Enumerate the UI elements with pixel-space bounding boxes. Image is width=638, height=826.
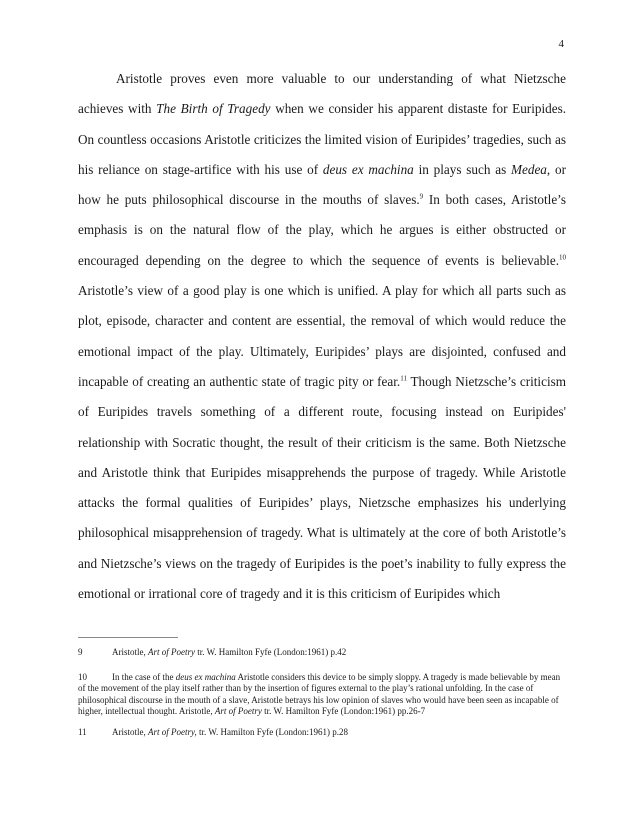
footnote-text: In the case of the bbox=[112, 671, 176, 682]
text-run: Aristotle’s view of a good play is one which is unified. A play for which all parts such as plot, episode, character and content are essential, the removal of which would reduce the emotional impact of the play. Ultimately, Euripides’ plays are disjointed, confused and incapable of creating an authentic state of tragic pity or fear. bbox=[78, 283, 566, 389]
footnote-separator bbox=[78, 637, 178, 638]
footnote-text: Aristotle considers this device to be simply sloppy. A tragedy is made believable by mean of the movement of the play itself rather than by the insertion of figures external to the play’s rational unfolding. In the case of philosophical discourse in the mouth of a slave, Aristotle betrays his low opinion of slaves who would have been seen as incapable of higher, intellectual thought. Aristotle, bbox=[78, 671, 561, 716]
footnote-text: tr. W. Hamilton Fyfe (London:1961) p.28 bbox=[196, 726, 348, 737]
footnote-11 bbox=[78, 727, 566, 739]
italic-title-birth-of-tragedy: The Birth of Tragedy bbox=[156, 101, 271, 117]
footnote-ref-11: 11 bbox=[400, 374, 407, 383]
footnote-10 bbox=[78, 672, 566, 718]
footnote-number: 11 bbox=[78, 726, 87, 737]
text-run: Aristotle proves even more valuable to our understanding of what Nietzsche achieves with bbox=[78, 71, 566, 117]
text-run: when we consider his apparent distaste for Euripides. On countless occasions Aristotle criticizes the limited vision of Euripides’ tragedies, such as his reliance on stage-artifice with his use of bbox=[78, 101, 566, 177]
text-run: In both cases, Aristotle’s emphasis is on the natural flow of the play, which he argues is either obstructed or encouraged depending on the degree to which the sequence of events is believable. bbox=[78, 192, 566, 268]
footnote-number: 9 bbox=[78, 647, 83, 657]
italic-deus-ex-machina: deus ex machina bbox=[322, 161, 414, 177]
footnote-italic-title: Art of Poetry, bbox=[148, 726, 197, 737]
footnote-number: 10 bbox=[78, 671, 87, 682]
text-run: Though Nietzsche’s criticism of Euripides travels something of a different route, focusing instead on Euripides' relationship with Socratic thought, the result of their criticism is the same. Both Nietzsche and Aristotle think that Euripides misapprehends the purpose of tragedy. While Aristotle attacks the formal qualities of Euripides’ plays, Nietzsche emphasizes his underlying philosophical misapprehension of tragedy. What is ultimately at the core of both Aristotle’s and Nietzsche’s views on the tragedy of Euripides is the poet’s inability to fully express the emotional or irrational core of tragedy and it is this criticism of Euripides which bbox=[78, 373, 567, 602]
footnote-9 bbox=[78, 647, 566, 659]
page-number: 4 bbox=[558, 38, 564, 50]
footnotes bbox=[78, 647, 566, 747]
footnote-italic-title: Art of Poetry bbox=[214, 706, 262, 716]
footnote-text: Aristotle, bbox=[112, 726, 148, 737]
footnote-text: tr. W. Hamilton Fyfe (London:1961) p.42 bbox=[195, 647, 347, 657]
italic-medea: Medea bbox=[511, 161, 547, 177]
footnote-italic: deus ex machina bbox=[175, 671, 236, 682]
footnote-italic-title: Art of Poetry bbox=[148, 647, 195, 657]
body-paragraph bbox=[78, 64, 566, 609]
footnote-ref-10: 10 bbox=[559, 253, 566, 262]
footnote-ref-9: 9 bbox=[419, 192, 424, 201]
text-run: , or how he puts philosophical discourse in the mouths of slaves. bbox=[78, 161, 566, 208]
footnote-text: Aristotle, bbox=[112, 647, 148, 657]
footnote-text: tr. W. Hamilton Fyfe (London:1961) pp.26-7 bbox=[261, 706, 426, 716]
text-run: in plays such as bbox=[413, 161, 512, 177]
